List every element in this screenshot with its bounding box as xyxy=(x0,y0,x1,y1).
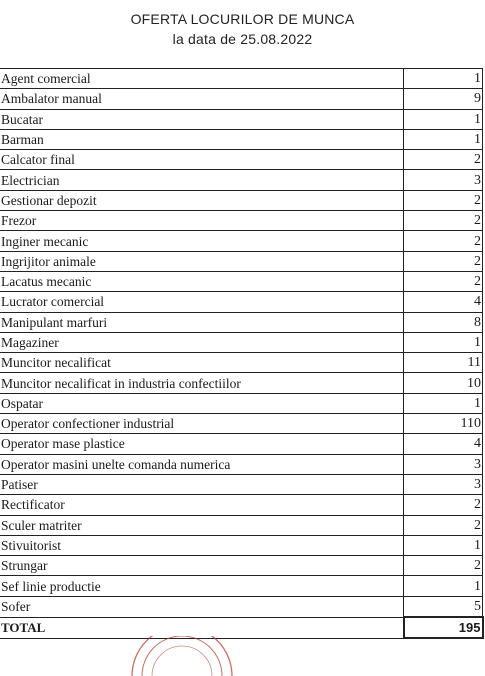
job-name-cell: Magaziner xyxy=(0,332,404,352)
job-count-cell: 1 xyxy=(404,393,483,413)
job-count-cell: 2 xyxy=(404,190,483,210)
job-count-cell: 3 xyxy=(404,474,483,494)
table-row xyxy=(0,129,483,149)
table-row xyxy=(0,69,483,89)
total-label: TOTAL xyxy=(0,617,404,638)
job-name-cell: Calcator final xyxy=(0,150,404,170)
job-name-cell: Rectificator xyxy=(0,495,404,515)
job-name-cell: Strungar xyxy=(0,556,404,576)
job-name-cell: Muncitor necalificat in industria confectiilor xyxy=(0,373,404,393)
job-count-cell: 1 xyxy=(404,69,483,89)
table-row xyxy=(0,312,483,332)
table-row xyxy=(0,231,483,251)
job-name-cell: Frezor xyxy=(0,211,404,231)
job-name-cell: Sofer xyxy=(0,596,404,617)
job-count-cell: 2 xyxy=(404,211,483,231)
table-row xyxy=(0,251,483,271)
job-count-cell: 2 xyxy=(404,495,483,515)
table-row xyxy=(0,332,483,352)
job-count-cell: 11 xyxy=(404,353,483,373)
job-name-cell: Electrician xyxy=(0,170,404,190)
job-name-cell: Operator confectioner industrial xyxy=(0,414,404,434)
table-row xyxy=(0,535,483,555)
table-row xyxy=(0,474,483,494)
job-count-cell: 2 xyxy=(404,556,483,576)
job-name-cell: Sef linie productie xyxy=(0,576,404,596)
job-count-cell: 8 xyxy=(404,312,483,332)
table-row xyxy=(0,393,483,413)
job-name-cell: Ambalator manual xyxy=(0,89,404,109)
table-row xyxy=(0,434,483,454)
table-row xyxy=(0,170,483,190)
job-name-cell: Manipulant marfuri xyxy=(0,312,404,332)
job-count-cell: 1 xyxy=(404,109,483,129)
table-row xyxy=(0,495,483,515)
job-name-cell: Barman xyxy=(0,129,404,149)
table-row xyxy=(0,89,483,109)
job-count-cell: 3 xyxy=(404,454,483,474)
table-row xyxy=(0,271,483,291)
job-name-cell: Gestionar depozit xyxy=(0,190,404,210)
table-row xyxy=(0,292,483,312)
job-count-cell: 1 xyxy=(404,332,483,352)
job-count-cell: 2 xyxy=(404,231,483,251)
job-count-cell: 2 xyxy=(404,251,483,271)
job-count-cell: 110 xyxy=(404,414,483,434)
job-name-cell: Bucatar xyxy=(0,109,404,129)
table-row xyxy=(0,373,483,393)
job-count-cell: 2 xyxy=(404,271,483,291)
job-offers-table-body xyxy=(0,69,483,639)
table-row xyxy=(0,353,483,373)
job-name-cell: Lucrator comercial xyxy=(0,292,404,312)
official-stamp xyxy=(126,636,238,676)
job-count-cell: 1 xyxy=(404,535,483,555)
document-date-line: la data de 25.08.2022 xyxy=(172,31,313,47)
job-name-cell: Muncitor necalificat xyxy=(0,353,404,373)
job-name-cell: Ospatar xyxy=(0,393,404,413)
job-name-cell: Patiser xyxy=(0,474,404,494)
table-row xyxy=(0,556,483,576)
job-offers-table xyxy=(0,68,484,639)
total-count: 195 xyxy=(404,617,483,638)
table-row xyxy=(0,515,483,535)
job-count-cell: 10 xyxy=(404,373,483,393)
job-count-cell: 4 xyxy=(404,434,483,454)
total-row xyxy=(0,617,483,638)
table-row xyxy=(0,414,483,434)
job-count-cell: 9 xyxy=(404,89,483,109)
job-count-cell: 2 xyxy=(404,150,483,170)
job-count-cell: 5 xyxy=(404,596,483,617)
job-name-cell: Ingrijitor animale xyxy=(0,251,404,271)
job-count-cell: 2 xyxy=(404,515,483,535)
job-name-cell: Operator mase plastice xyxy=(0,434,404,454)
table-row xyxy=(0,596,483,617)
table-row xyxy=(0,454,483,474)
job-name-cell: Operator masini unelte comanda numerica xyxy=(0,454,404,474)
job-name-cell: Agent comercial xyxy=(0,69,404,89)
job-name-cell: Sculer matriter xyxy=(0,515,404,535)
job-name-cell: Lacatus mecanic xyxy=(0,271,404,291)
job-name-cell: Inginer mecanic xyxy=(0,231,404,251)
job-count-cell: 4 xyxy=(404,292,483,312)
job-count-cell: 3 xyxy=(404,170,483,190)
table-row xyxy=(0,150,483,170)
job-count-cell: 1 xyxy=(404,576,483,596)
table-row xyxy=(0,190,483,210)
job-name-cell: Stivuitorist xyxy=(0,535,404,555)
document-title: OFERTA LOCURILOR DE MUNCA xyxy=(130,11,355,27)
table-row xyxy=(0,576,483,596)
table-row xyxy=(0,211,483,231)
job-count-cell: 1 xyxy=(404,129,483,149)
table-row xyxy=(0,109,483,129)
document-header xyxy=(0,11,485,48)
